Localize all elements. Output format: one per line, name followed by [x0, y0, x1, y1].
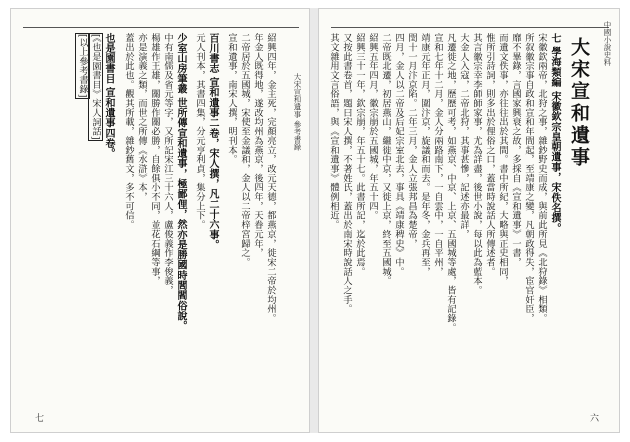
- text-column: 宣和七年十二月，金人分兩路南下，一自雲中，一自平州，: [432, 33, 443, 277]
- top-rule: [331, 27, 609, 28]
- right-page: [318, 8, 620, 433]
- running-head: 大宋宣和遺事 參考書錄: [293, 73, 302, 151]
- page-number: 七: [35, 414, 45, 424]
- bracket-note: [以上參考書錄]: [77, 34, 88, 98]
- text-column: 靡不畢錄，言國家興衰之故，多採自《宣和遺事》一書，: [510, 33, 521, 267]
- text-column: 年金人既得地，遂改均州為燕京，後四年，天眷元年，: [252, 33, 263, 258]
- text-column: 宋徽欽兩帝，北狩之事，雜鈔野史而成，與前此所見《北狩錄》相類。: [536, 33, 547, 323]
- text-column: 紹興五年四月，徽宗崩於五國城，年五十四。: [367, 33, 378, 220]
- text-column: 所叙徽宗事自政和宣和年間起，至靖康之變，凡朝政得失，宦官奸臣，: [523, 33, 534, 323]
- text-column: 紹興四年，金主死，完顏亮立，改元天德，都燕京，徙宋二帝於均州。: [265, 33, 276, 323]
- bracket-note: [《也是園書目》宋人詞話]: [90, 34, 101, 140]
- text-column: 蓋出於此也。觀其所載，雜鈔舊文，多不可信。: [123, 33, 134, 230]
- text-column: 也是園書目 宣和遺事四卷。: [103, 33, 114, 159]
- text-column: 其言徽宗幸李師師家事，尤為詳盡，後世小說，每以此為藍本。: [471, 33, 482, 295]
- top-rule: [23, 27, 299, 28]
- page-number: 六: [589, 414, 599, 424]
- text-column: 惟所引詩詞，則多出於俚俗之口，蓋當時說話人所傳述者。: [484, 33, 495, 277]
- left-page: [10, 8, 310, 433]
- text-column: 楊雄作王雄，關勝作關必勝，自餘俱小不同，並花石綱等事，: [149, 33, 160, 286]
- text-column: 靖康元年正月，圍汴京，旋議和而去。是年冬，金兵再至，: [419, 33, 430, 277]
- text-column: 宣和遺事，南宋人撰，明刊本。: [226, 33, 237, 164]
- text-column: 七 學海類編 宋徽欽宗皇朝遺事，宋佚名撰。: [549, 33, 560, 234]
- text-column: 紹興三十一年，欽宗崩，年五十七。此書所記，迄於此焉。: [354, 33, 365, 277]
- text-column: 亦是演義之類，而世之所傳《水滸》本，: [136, 33, 147, 202]
- text-column: 又按此書卷首，題曰宋人撰，不著姓氏，蓋出於南宋時說話人之手。: [341, 33, 352, 314]
- series-title: 中國小說史料: [603, 21, 612, 66]
- text-column: 百川書志 宣和遺事二卷，宋人撰，凡二十六事。: [207, 33, 218, 250]
- text-column: 閏十一月汴京陷。二年三月，金人立張邦昌為楚帝，: [406, 33, 417, 249]
- text-column: 凡遷徙之地，歷歷可考，如燕京、中京、上京、五國城等處，皆有記錄。: [445, 33, 456, 333]
- text-column: 大金人入寇，二帝北狩，其事甚慘，記述亦最詳，: [458, 33, 469, 239]
- text-column: 元人刊本，其書四集，分元亨利貞，集分上下。: [194, 33, 205, 230]
- text-column: 而遺文佚事，亦往往出於其間。書中所紀，大略與正史相同，: [497, 33, 508, 286]
- text-column: 四月，金人以二帝及后妃宗室北去，事具《靖康稗史》中。: [393, 33, 404, 277]
- book-gutter: [310, 8, 318, 433]
- text-column: 中有南儒及省元等字，又所記宋江三十六人，盧俊義作李俊義，: [162, 33, 173, 295]
- text-column: 二帝居於五國城，宋使至金議和，金人以二帝梓宮歸之。: [239, 33, 250, 267]
- book-title: 大宋宣和遺事: [568, 37, 590, 169]
- text-column: 其文雜用文言俗語，與《宣和遺事》體例相近。: [328, 33, 339, 230]
- text-column: 少室山房筆叢 世所傳宣和遺事，極鄙俚，然亦是勝國時閭閻俗說。: [175, 33, 186, 331]
- text-column: 二帝既北遷，初居燕山，繼徙中京，又徙上京，終至五國城。: [380, 33, 391, 286]
